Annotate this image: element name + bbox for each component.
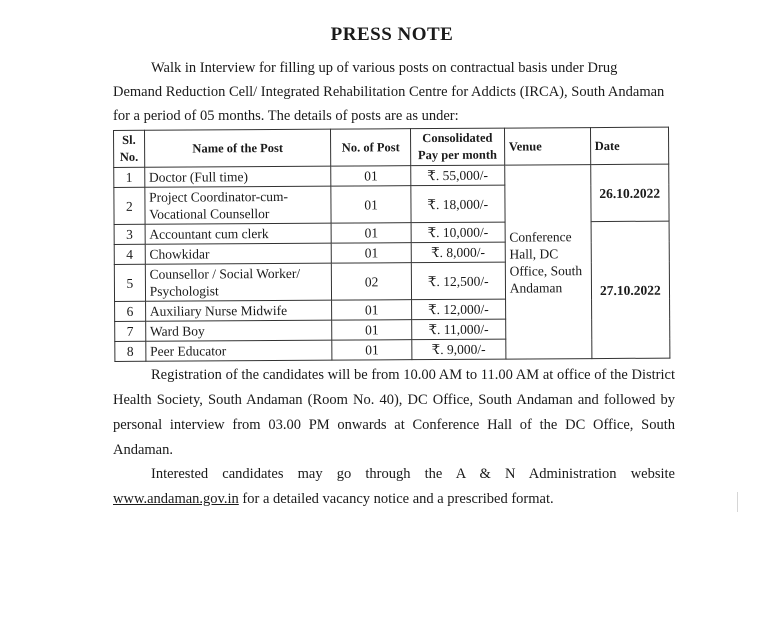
row-post-name: Auxiliary Nurse Midwife bbox=[145, 300, 332, 321]
header-sl-no: Sl. No. bbox=[114, 130, 145, 167]
intro-paragraph bbox=[113, 56, 665, 128]
header-date: Date bbox=[590, 127, 669, 164]
row-pay: ₹. 18,000/- bbox=[411, 185, 505, 223]
row-sl: 8 bbox=[115, 341, 146, 361]
row-no-of-post: 01 bbox=[331, 186, 411, 223]
date-cell-1: 26.10.2022 bbox=[590, 164, 669, 221]
row-no-of-post: 01 bbox=[332, 340, 411, 360]
registration-paragraph bbox=[113, 363, 675, 463]
website-link[interactable]: www.andaman.gov.in bbox=[113, 491, 239, 507]
row-pay: ₹. 55,000/- bbox=[411, 165, 505, 186]
intro-text: Walk in Interview for filling up of various posts on contractual basis under Drug Demand Reduction Cell/ Integrated Rehabilitation Centre for Addicts (IRCA), South Andaman for a period of 05 months. The details of posts are as under: bbox=[113, 60, 665, 124]
row-no-of-post: 01 bbox=[332, 320, 411, 340]
row-no-of-post: 01 bbox=[332, 243, 411, 263]
row-post-name: Doctor (Full time) bbox=[144, 166, 331, 187]
interested-paragraph bbox=[113, 462, 675, 512]
row-pay: ₹. 12,000/- bbox=[411, 299, 505, 320]
row-post-name: Peer Educator bbox=[146, 340, 333, 361]
row-no-of-post: 02 bbox=[332, 263, 412, 300]
date-cell-2: 27.10.2022 bbox=[591, 221, 670, 358]
row-post-name: Chowkidar bbox=[145, 243, 332, 264]
table-row bbox=[114, 164, 669, 187]
header-venue: Venue bbox=[504, 128, 590, 166]
table-header-row bbox=[114, 127, 669, 167]
row-pay: ₹. 8,000/- bbox=[411, 242, 505, 263]
row-sl: 1 bbox=[114, 167, 145, 187]
row-no-of-post: 01 bbox=[332, 300, 411, 320]
posts-table bbox=[113, 127, 670, 362]
row-no-of-post: 01 bbox=[331, 166, 410, 186]
interested-text: Interested candidates may go through the A & N Administration website bbox=[151, 466, 675, 482]
row-pay: ₹. 11,000/- bbox=[412, 319, 506, 340]
row-sl: 7 bbox=[115, 321, 146, 341]
venue-cell: Conference Hall, DC Office, South Andaman bbox=[504, 165, 591, 360]
page-title: PRESS NOTE bbox=[330, 24, 454, 45]
row-no-of-post: 01 bbox=[332, 223, 411, 243]
row-sl: 5 bbox=[114, 264, 145, 301]
row-pay: ₹. 9,000/- bbox=[412, 339, 506, 360]
row-pay: ₹. 12,500/- bbox=[411, 262, 505, 300]
row-post-name: Project Coordinator-cum-Vocational Counsellor bbox=[145, 186, 332, 224]
interested-text-end: for a detailed vacancy notice and a prescribed format. bbox=[238, 491, 554, 507]
row-post-name: Ward Boy bbox=[145, 320, 332, 341]
row-post-name: Accountant cum clerk bbox=[145, 223, 332, 244]
row-sl: 4 bbox=[114, 244, 145, 264]
header-pay: Consolidated Pay per month bbox=[410, 128, 504, 166]
registration-text: Registration of the candidates will be from 10.00 AM to 11.00 AM at office of the District Health Society, South Andaman (Room No. 40), DC Office, South Andaman and followed by personal interview from 03.00 PM onwards at Conference Hall of the DC Office, South Andaman. bbox=[113, 367, 675, 458]
row-sl: 2 bbox=[114, 187, 145, 224]
row-sl: 3 bbox=[114, 224, 145, 244]
row-pay: ₹. 10,000/- bbox=[411, 222, 505, 243]
row-sl: 6 bbox=[115, 301, 146, 321]
header-no-of-post: No. of Post bbox=[331, 129, 411, 166]
scan-edge-mark bbox=[737, 492, 738, 512]
row-post-name: Counsellor / Social Worker/ Psychologist bbox=[145, 263, 332, 301]
header-post-name: Name of the Post bbox=[144, 129, 331, 167]
